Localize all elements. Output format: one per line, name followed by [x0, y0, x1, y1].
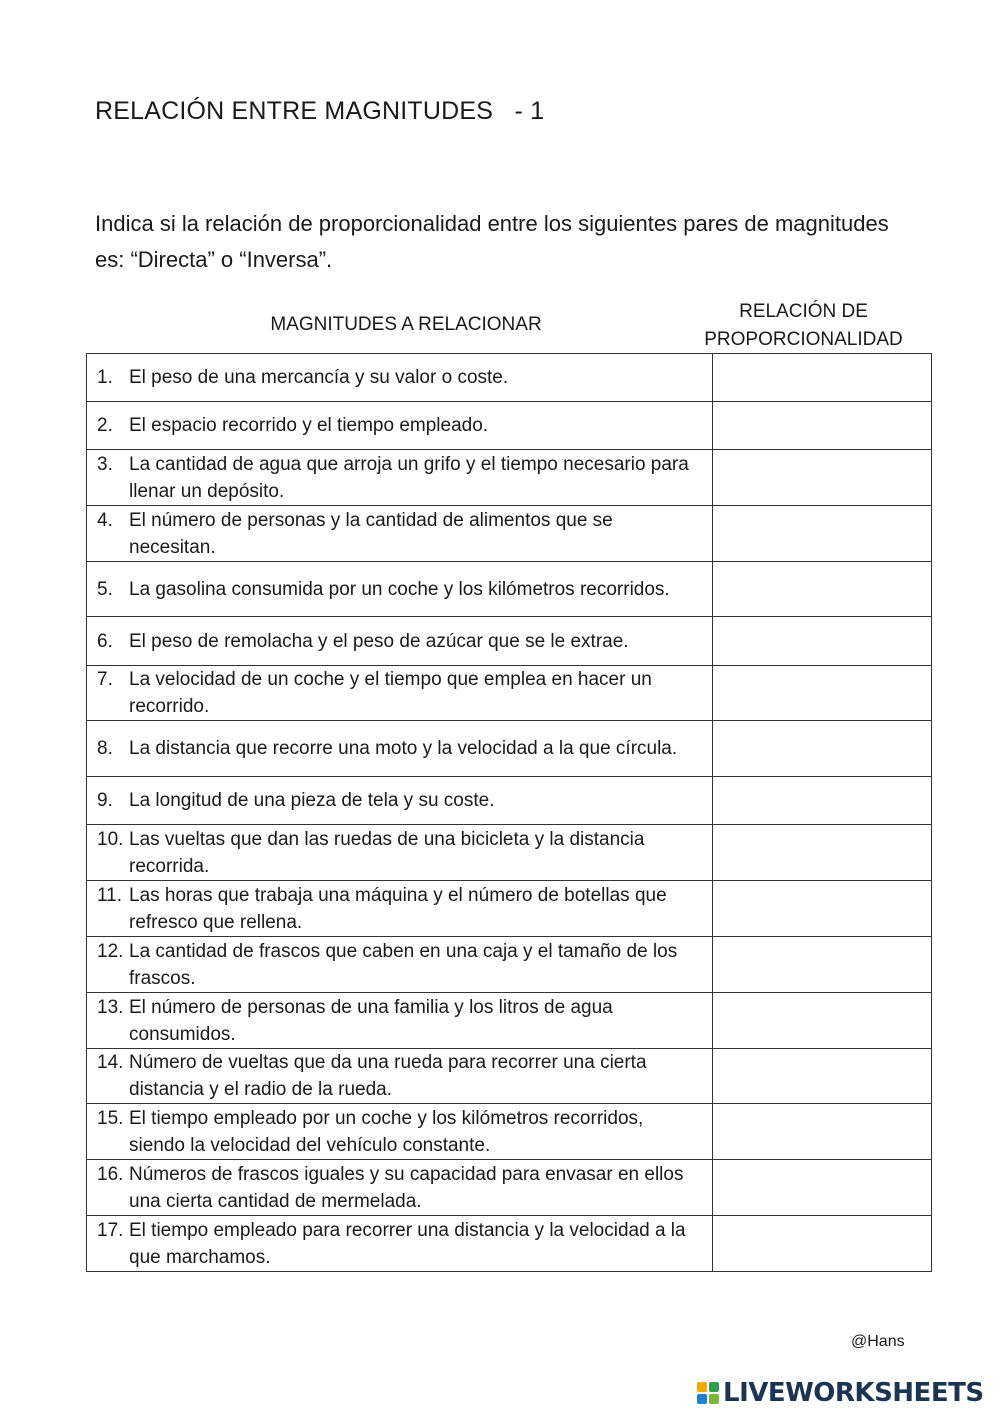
answer-field[interactable]	[713, 506, 932, 562]
column-header-relacion-line1: RELACIÓN DE	[739, 301, 868, 322]
item-text: La gasolina consumida por un coche y los kilómetros recorridos.	[129, 578, 670, 600]
list-item	[97, 938, 704, 992]
item-number: 16.	[97, 1163, 124, 1185]
magnitude-pair-cell	[87, 825, 713, 881]
list-item	[97, 787, 704, 814]
table-row	[87, 354, 932, 402]
item-number: 1.	[97, 367, 113, 388]
magnitude-pair-cell	[87, 617, 713, 666]
liveworksheets-wordmark: LIVEWORKSHEETS	[723, 1378, 984, 1408]
table-row	[87, 666, 932, 721]
list-item	[97, 364, 704, 391]
item-text: El tiempo empleado por un coche y los kilómetros recorridos, siendo la velocidad del vehículo constante.	[129, 1107, 644, 1156]
answer-field[interactable]	[713, 1104, 932, 1160]
column-header-relacion	[694, 298, 913, 354]
item-number: 5.	[97, 578, 113, 600]
item-text: La velocidad de un coche y el tiempo que emplea en hacer un recorrido.	[129, 669, 652, 717]
list-item	[97, 412, 704, 439]
instructions-text: Indica si la relación de proporcionalidad entre los siguientes pares de magnitudes es: “Directa” o “Inversa”.	[95, 211, 889, 272]
answer-field[interactable]	[713, 354, 932, 402]
answer-field[interactable]	[713, 777, 932, 825]
page-title: RELACIÓN ENTRE MAGNITUDES - 1	[95, 97, 545, 125]
table-row	[87, 993, 932, 1049]
list-item	[97, 1217, 704, 1271]
table-row	[87, 881, 932, 937]
item-number: 2.	[97, 415, 113, 436]
item-text: El tiempo empleado para recorrer una distancia y la velocidad a la que marchamos.	[129, 1219, 686, 1268]
item-text: Números de frascos iguales y su capacidad para envasar en ellos una cierta cantidad de mermelada.	[129, 1163, 684, 1212]
author-credit: @Hans	[851, 1333, 905, 1350]
table-row	[87, 1104, 932, 1160]
item-number: 3.	[97, 453, 113, 475]
item-text: El número de personas y la cantidad de alimentos que se necesitan.	[129, 509, 613, 558]
table-row	[87, 617, 932, 666]
table-row	[87, 777, 932, 825]
magnitude-pair-cell	[87, 666, 713, 721]
answer-field[interactable]	[713, 1216, 932, 1272]
item-number: 9.	[97, 790, 113, 811]
magnitude-pair-cell	[87, 506, 713, 562]
list-item	[97, 994, 704, 1048]
answer-field[interactable]	[713, 937, 932, 993]
magnitude-pair-cell	[87, 562, 713, 617]
item-number: 7.	[97, 669, 113, 690]
answer-field[interactable]	[713, 881, 932, 937]
answer-field[interactable]	[713, 825, 932, 881]
item-text: La cantidad de agua que arroja un grifo y el tiempo necesario para llenar un depósito.	[129, 453, 689, 502]
magnitude-pair-cell	[87, 1104, 713, 1160]
list-item	[97, 1049, 704, 1103]
list-item	[97, 1161, 704, 1215]
item-number: 12.	[97, 940, 124, 962]
magnitude-pair-cell	[87, 777, 713, 825]
item-text: La distancia que recorre una moto y la velocidad a la que círcula.	[129, 738, 678, 759]
item-number: 8.	[97, 738, 113, 759]
item-text: La cantidad de frascos que caben en una caja y el tamaño de los frascos.	[129, 940, 678, 989]
magnitudes-table	[86, 353, 932, 1272]
table-row	[87, 937, 932, 993]
item-number: 15.	[97, 1107, 124, 1129]
item-text: El peso de una mercancía y su valor o coste.	[129, 367, 509, 388]
list-item	[97, 628, 704, 655]
magnitude-pair-cell	[87, 993, 713, 1049]
table-row	[87, 1160, 932, 1216]
magnitude-pair-cell	[87, 1160, 713, 1216]
answer-field[interactable]	[713, 1160, 932, 1216]
table-row	[87, 506, 932, 562]
table-row	[87, 402, 932, 450]
item-text: Número de vueltas que da una rueda para recorrer una cierta distancia y el radio de la rueda.	[129, 1052, 647, 1100]
item-text: El número de personas de una familia y los litros de agua consumidos.	[129, 996, 613, 1045]
liveworksheets-brand	[697, 1378, 984, 1408]
item-text: El espacio recorrido y el tiempo empleado.	[129, 415, 489, 436]
list-item	[97, 451, 704, 505]
answer-field[interactable]	[713, 562, 932, 617]
answer-field[interactable]	[713, 666, 932, 721]
answer-field[interactable]	[713, 721, 932, 777]
answer-field[interactable]	[713, 450, 932, 506]
table-row	[87, 825, 932, 881]
table-row	[87, 1049, 932, 1104]
answer-field[interactable]	[713, 993, 932, 1049]
column-header-relacion-line2: PROPORCIONALIDAD	[704, 329, 903, 350]
list-item	[97, 1105, 704, 1159]
answer-field[interactable]	[713, 1049, 932, 1104]
list-item	[97, 666, 704, 720]
list-item	[97, 507, 704, 561]
item-text: La longitud de una pieza de tela y su coste.	[129, 790, 495, 811]
answer-field[interactable]	[713, 617, 932, 666]
item-number: 17.	[97, 1219, 124, 1241]
item-text: El peso de remolacha y el peso de azúcar que se le extrae.	[129, 630, 629, 652]
table-row	[87, 450, 932, 506]
list-item	[97, 826, 704, 880]
magnitude-pair-cell	[87, 354, 713, 402]
item-number: 10.	[97, 828, 124, 850]
item-number: 11.	[97, 884, 123, 906]
list-item	[97, 576, 704, 603]
magnitude-pair-cell	[87, 881, 713, 937]
list-item	[97, 882, 704, 936]
answer-field[interactable]	[713, 402, 932, 450]
item-number: 14.	[97, 1052, 124, 1073]
item-number: 4.	[97, 509, 113, 531]
item-text: Las horas que trabaja una máquina y el número de botellas que refresco que rellena.	[129, 884, 667, 933]
item-text: Las vueltas que dan las ruedas de una bicicleta y la distancia recorrida.	[129, 828, 645, 877]
magnitude-pair-cell	[87, 1049, 713, 1104]
list-item	[97, 735, 704, 762]
magnitude-pair-cell	[87, 721, 713, 777]
liveworksheets-logo-icon	[697, 1382, 719, 1404]
magnitude-pair-cell	[87, 1216, 713, 1272]
magnitude-pair-cell	[87, 937, 713, 993]
table-row	[87, 721, 932, 777]
table-row	[87, 1216, 932, 1272]
column-header-magnitudes: MAGNITUDES A RELACIONAR	[270, 314, 542, 335]
item-number: 6.	[97, 630, 113, 652]
magnitude-pair-cell	[87, 402, 713, 450]
item-number: 13.	[97, 996, 124, 1018]
magnitude-pair-cell	[87, 450, 713, 506]
table-row	[87, 562, 932, 617]
